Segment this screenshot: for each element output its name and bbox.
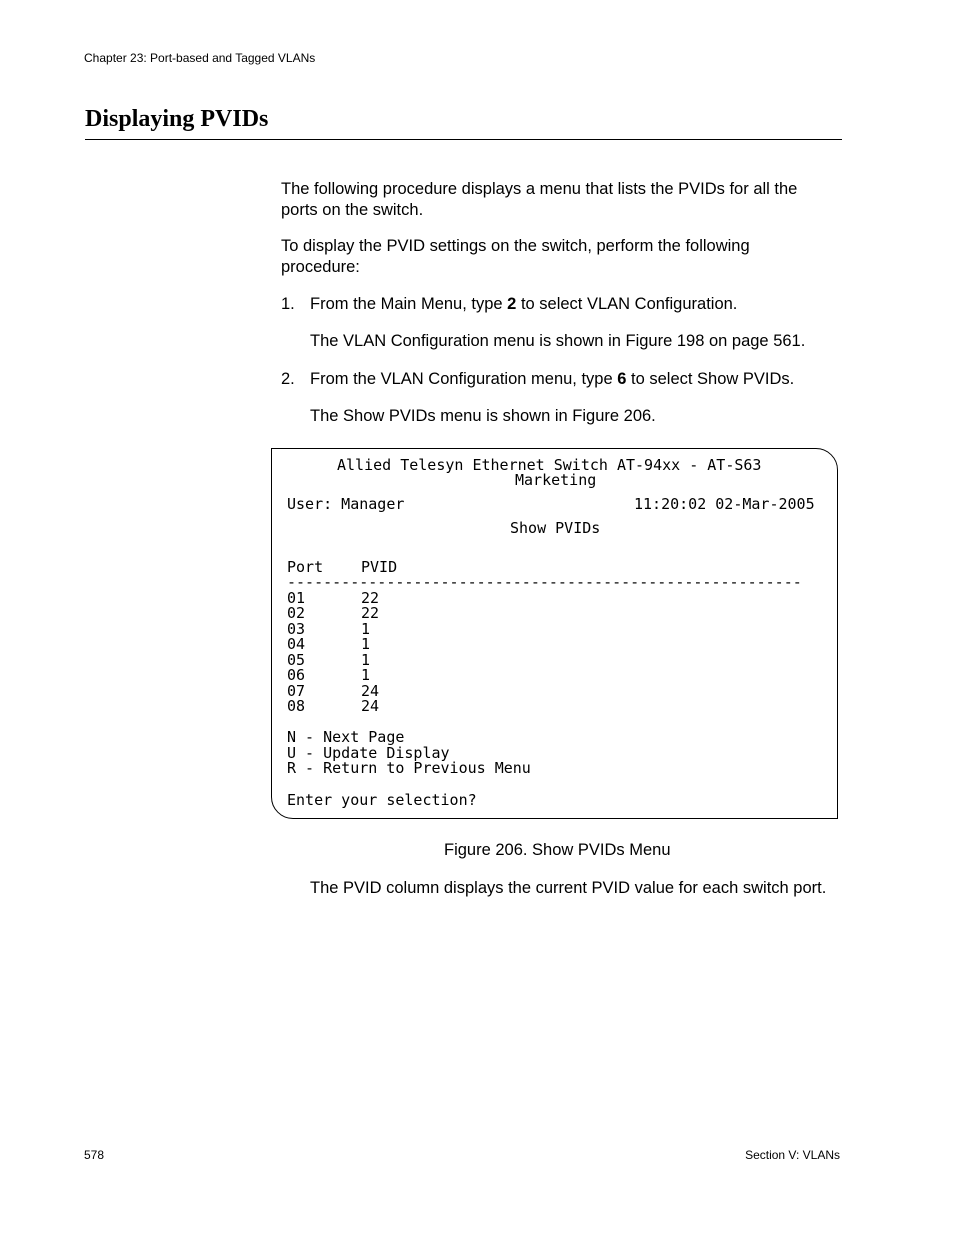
- row-pvid: 24: [361, 697, 380, 715]
- row-pvid: 1: [361, 666, 371, 684]
- intro-para-1-line-1: The following procedure displays a menu that lists the PVIDs for all the: [281, 180, 798, 198]
- selection-prompt: Enter your selection?: [287, 791, 477, 809]
- intro-para-2-line-2: procedure:: [281, 258, 360, 276]
- step-1-pre: From the Main Menu, type: [310, 295, 508, 313]
- terminal-subtitle: Marketing: [515, 471, 597, 489]
- column-header-pvid: PVID: [361, 558, 398, 576]
- step-1-text: [310, 294, 737, 315]
- closing-paragraph: The PVID column displays the current PVID value for each switch port.: [310, 879, 827, 897]
- row-pvid: 24: [361, 682, 380, 700]
- row-pvid: 22: [361, 604, 380, 622]
- terminal-menu-title: Show PVIDs: [510, 519, 601, 537]
- step-1-key: 2: [507, 295, 517, 313]
- row-port: 08: [287, 697, 306, 715]
- step-2-post: to select Show PVIDs.: [626, 370, 795, 388]
- section-title: Displaying PVIDs: [85, 106, 842, 140]
- column-header-port: Port: [287, 558, 324, 576]
- row-port: 07: [287, 682, 306, 700]
- terminal-timestamp: 11:20:02 02-Mar-2005: [634, 495, 815, 513]
- row-pvid: 1: [361, 651, 371, 669]
- section-footer: Section V: VLANs: [745, 1148, 840, 1162]
- row-pvid: 22: [361, 589, 380, 607]
- figure-caption: Figure 206. Show PVIDs Menu: [444, 841, 671, 859]
- step-2-pre: From the VLAN Configuration menu, type: [310, 370, 618, 388]
- step-2-key: 6: [617, 370, 627, 388]
- chapter-header: Chapter 23: Port-based and Tagged VLANs: [84, 51, 316, 65]
- row-port: 01: [287, 589, 306, 607]
- terminal-title: Allied Telesyn Ethernet Switch AT-94xx - AT-S63: [337, 456, 762, 474]
- terminal-screen: [271, 448, 838, 819]
- separator-line: ---------------------------------------------------------: [287, 574, 802, 590]
- row-port: 05: [287, 651, 306, 669]
- option-next-page: N - Next Page: [287, 728, 405, 746]
- intro-para-2-line-1: To display the PVID settings on the switch, perform the following: [281, 237, 750, 255]
- row-pvid: 1: [361, 620, 371, 638]
- option-update-display: U - Update Display: [287, 744, 450, 762]
- intro-para-1-line-2: ports on the switch.: [281, 201, 424, 219]
- row-port: 02: [287, 604, 306, 622]
- row-port: 06: [287, 666, 306, 684]
- row-pvid: 1: [361, 635, 371, 653]
- row-port: 04: [287, 635, 306, 653]
- terminal-user: User: Manager: [287, 495, 405, 513]
- page-number: 578: [84, 1148, 105, 1162]
- step-2-number: 2.: [281, 370, 295, 388]
- option-return-previous-menu: R - Return to Previous Menu: [287, 759, 531, 777]
- step-2-note: The Show PVIDs menu is shown in Figure 206.: [310, 407, 656, 425]
- row-port: 03: [287, 620, 306, 638]
- step-2-text: [310, 369, 794, 390]
- step-1-note: The VLAN Configuration menu is shown in Figure 198 on page 561.: [310, 332, 806, 350]
- step-1-number: 1.: [281, 295, 295, 313]
- step-1-post: to select VLAN Configuration.: [516, 295, 738, 313]
